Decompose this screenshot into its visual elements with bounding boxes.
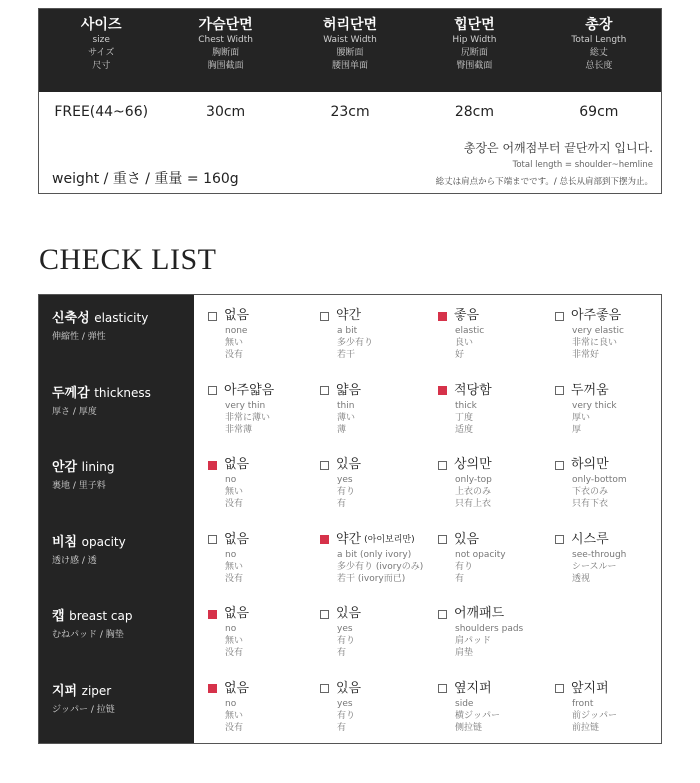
option-translation: 没有 [225, 350, 244, 360]
option-head [320, 605, 361, 623]
option-translation: none [225, 326, 248, 336]
unchecked-box-icon [320, 312, 329, 321]
option-head [320, 307, 373, 325]
label-sub: ジッパー / 拉链 [52, 704, 115, 715]
size-header-ko: 허리단면 [322, 17, 378, 33]
size-header-jp: 胸断面 [212, 48, 240, 58]
option-translation: a bit (only ivory) [337, 549, 412, 560]
label-ko-line [52, 309, 148, 328]
option-label: 얇음 [336, 382, 362, 398]
checklist-label [52, 458, 115, 493]
size-header-en: Chest Width [198, 35, 253, 45]
size-header-chest [163, 9, 287, 92]
option-translation: 只有上衣 [455, 499, 492, 509]
option-translation: 無い [225, 710, 244, 721]
option-translation: 多少有り [337, 338, 374, 348]
checklist-label-row [39, 448, 194, 523]
option-translation: 没有 [225, 722, 244, 733]
option-head [555, 456, 627, 474]
checklist-label [52, 533, 126, 568]
checklist-options [194, 295, 661, 743]
option-translation: 薄 [337, 424, 347, 435]
label-ko-line [52, 458, 115, 477]
option-label: 하의만 [571, 457, 609, 472]
option-translation: yes [337, 475, 353, 485]
checked-box-icon [438, 386, 447, 395]
size-header-cn: 尺寸 [92, 61, 111, 71]
option-label: 없음 [224, 308, 250, 323]
checklist-label [52, 607, 132, 642]
option-translation: yes [337, 624, 353, 634]
unchecked-box-icon [438, 684, 447, 693]
unchecked-box-icon [208, 312, 217, 321]
option-translation: see-through [572, 549, 627, 560]
option-translation: 良い [455, 338, 474, 348]
option-translation: front [572, 698, 594, 709]
option-label: 없음 [224, 606, 250, 621]
size-header-ko: 총장 [585, 17, 613, 33]
option-translation: 多少有り (ivoryのみ) [337, 561, 424, 572]
option-translation: 非常に薄い [225, 412, 271, 423]
label-ko: 안감 [52, 460, 78, 475]
option-translation: 没有 [225, 648, 244, 658]
checklist-option [208, 680, 249, 734]
option-translation: only-bottom [572, 475, 627, 485]
option-translation: yes [337, 698, 353, 709]
checklist-option-row [194, 299, 661, 374]
checklist-label-row [39, 374, 194, 449]
checklist-table [38, 294, 662, 744]
size-values-row [39, 92, 661, 132]
checklist-option [320, 531, 423, 585]
checklist-option [555, 307, 624, 361]
option-translation: 透视 [572, 573, 591, 584]
size-table [38, 8, 662, 194]
option-translation: 非常薄 [225, 424, 253, 435]
option-translation: no [225, 624, 237, 634]
size-header-ko: 사이즈 [80, 17, 122, 33]
option-head [320, 680, 361, 698]
option-translation: シースルー [572, 561, 617, 572]
option-translation: 没有 [225, 499, 244, 509]
option-translation: no [225, 549, 237, 560]
checklist-option-row [194, 597, 661, 672]
option-head [320, 456, 361, 474]
checklist-title: CHECK LIST [39, 243, 217, 276]
checklist-option [208, 605, 249, 659]
length-value: 69cm [579, 104, 619, 120]
checklist-option [320, 605, 361, 659]
option-label: 없음 [224, 457, 250, 472]
option-head [438, 307, 484, 325]
label-ko-line [52, 682, 115, 701]
label-ko: 비침 [52, 534, 78, 550]
unchecked-box-icon [320, 684, 329, 693]
option-translation: 前拉链 [572, 722, 600, 733]
unchecked-box-icon [555, 461, 564, 470]
option-translation: shoulders pads [455, 624, 524, 634]
option-head [208, 456, 249, 474]
option-label: 있음 [336, 680, 362, 696]
unchecked-box-icon [438, 535, 447, 544]
checklist-option [208, 531, 249, 585]
option-note: (아이보리만) [364, 534, 415, 545]
checklist-option [438, 456, 492, 510]
option-head [438, 680, 500, 698]
length-note-ko: 총장은 어깨점부터 끝단까지 입니다. [463, 141, 653, 155]
checklist-option [438, 531, 506, 585]
size-header-en: Total Length [571, 35, 627, 45]
checklist-option [438, 307, 484, 361]
weight-text: weight / 重さ / 重量 = 160g [52, 171, 239, 187]
label-ko-line [52, 384, 151, 403]
checklist-label [52, 309, 148, 344]
unchecked-box-icon [320, 386, 329, 395]
option-label: 두꺼움 [571, 382, 609, 398]
option-translation: 只有下衣 [572, 499, 609, 509]
unchecked-box-icon [555, 535, 564, 544]
option-head [438, 605, 523, 623]
option-translation: 有 [337, 648, 347, 658]
label-sub: 裏地 / 里子料 [52, 481, 106, 491]
label-en: lining [81, 460, 115, 474]
option-head [438, 531, 506, 549]
checklist-label [52, 682, 115, 717]
option-label: 없음 [224, 680, 250, 696]
option-translation: not opacity [455, 549, 506, 560]
size-header-en: Hip Width [452, 35, 497, 45]
checklist-option [438, 382, 492, 436]
checked-box-icon [208, 610, 217, 619]
option-head [208, 382, 274, 400]
option-label: 아주좋음 [571, 308, 622, 323]
unchecked-box-icon [320, 610, 329, 619]
label-en: thickness [94, 385, 151, 400]
checklist-option [438, 680, 500, 734]
checked-box-icon [438, 312, 447, 321]
size-header-waist [288, 9, 412, 92]
option-translation: thick [455, 400, 477, 411]
length-note-jp: 総丈は肩点から下端までです。/ 总长从肩部到下摆为止。 [435, 177, 653, 187]
checklist-option [555, 531, 626, 585]
unchecked-box-icon [208, 535, 217, 544]
checked-box-icon [208, 684, 217, 693]
option-label: 좋음 [454, 308, 480, 323]
checklist-option-row [194, 448, 661, 523]
option-label: 앞지퍼 [571, 680, 609, 696]
label-en: ziper [81, 683, 112, 698]
checklist-option-row [194, 672, 661, 747]
label-en: elasticity [94, 311, 149, 325]
option-translation: no [225, 475, 237, 485]
option-head [555, 680, 617, 698]
option-label: 약간 [336, 308, 362, 323]
checklist-option [320, 456, 361, 510]
size-header-ko: 가슴단면 [198, 17, 253, 33]
option-translation: thin [337, 400, 355, 411]
option-translation: 有 [337, 499, 347, 509]
option-translation: 有り [455, 561, 474, 572]
option-translation: 上衣のみ [455, 487, 492, 497]
unchecked-box-icon [208, 386, 217, 395]
checklist-option [208, 382, 274, 436]
checklist-label-row [39, 299, 194, 374]
option-translation: 没有 [225, 573, 244, 584]
size-header-jp: 腰断面 [336, 48, 364, 58]
size-table-header [39, 9, 661, 92]
unchecked-box-icon [555, 312, 564, 321]
option-translation: 适度 [455, 424, 474, 435]
unchecked-box-icon [555, 386, 564, 395]
option-translation: 肩パッド [455, 636, 492, 646]
size-value: FREE(44~66) [54, 104, 149, 120]
option-label: 시스루 [571, 531, 609, 547]
option-label: 적당함 [454, 382, 492, 398]
option-head [438, 382, 492, 400]
checked-box-icon [208, 461, 217, 470]
option-label: 옆지퍼 [454, 680, 492, 696]
option-label: 어깨패드 [454, 606, 505, 621]
checklist-option [208, 456, 249, 510]
option-translation: 無い [225, 636, 244, 646]
option-translation: very thin [225, 400, 266, 411]
checklist-label-row [39, 672, 194, 747]
option-label: 아주얇음 [224, 382, 275, 398]
size-header-cn: 腰围单面 [332, 61, 369, 71]
label-sub: 伸縮性 / 弹性 [52, 332, 106, 342]
option-head [320, 382, 361, 400]
label-en: breast cap [69, 609, 133, 623]
checklist-option [438, 605, 523, 659]
size-header-en: size [92, 35, 110, 45]
option-translation: a bit [337, 326, 358, 336]
checklist-option [208, 307, 249, 361]
unchecked-box-icon [320, 461, 329, 470]
size-header-length [537, 9, 661, 92]
option-translation: 厚 [572, 424, 582, 435]
label-ko: 지퍼 [52, 683, 78, 699]
unchecked-box-icon [438, 610, 447, 619]
option-translation: 前ジッパー [572, 710, 618, 721]
label-ko: 신축성 [52, 311, 90, 326]
checklist-label-row [39, 523, 194, 598]
label-en: opacity [81, 534, 126, 549]
label-sub: 厚さ / 厚度 [52, 406, 97, 417]
checklist-option [320, 680, 361, 734]
option-head [208, 307, 249, 325]
size-header-jp: 総丈 [589, 48, 608, 58]
option-label: 상의만 [454, 457, 492, 472]
option-translation: 無い [225, 487, 244, 497]
option-head [208, 680, 249, 698]
option-translation: 有り [337, 487, 356, 497]
option-head [320, 531, 423, 549]
size-header-en: Waist Width [323, 35, 377, 45]
option-translation: 下衣のみ [572, 487, 609, 497]
option-translation: no [225, 698, 237, 709]
option-translation: 好 [455, 350, 465, 360]
unchecked-box-icon [555, 684, 564, 693]
hip-value: 28cm [454, 104, 494, 120]
unchecked-box-icon [438, 461, 447, 470]
option-translation: 有り [337, 710, 356, 721]
option-translation: side [455, 698, 474, 709]
length-note-en: Total length = shoulder~hemline [512, 160, 653, 170]
option-head [208, 605, 249, 623]
option-translation: very thick [572, 400, 617, 411]
option-label: 약간 [336, 531, 362, 547]
chest-value: 30cm [206, 104, 246, 120]
option-translation: 有 [455, 573, 465, 584]
label-ko: 캡 [52, 609, 65, 624]
option-head [555, 531, 626, 549]
option-head [208, 531, 249, 549]
option-translation: 有 [337, 722, 347, 733]
option-head [555, 307, 624, 325]
size-header-jp: 尻断面 [460, 48, 488, 58]
checklist-label-row [39, 597, 194, 672]
checklist-option-row [194, 374, 661, 449]
checklist-option [555, 456, 627, 510]
checked-box-icon [320, 535, 329, 544]
option-translation: 有り [337, 636, 356, 646]
option-translation: 肩垫 [455, 648, 474, 658]
option-label: 없음 [224, 531, 250, 547]
label-sub: むねパッド / 胸垫 [52, 630, 124, 640]
checklist-option [320, 307, 373, 361]
option-translation: very elastic [572, 326, 624, 336]
checklist-label [52, 384, 151, 419]
option-translation: 非常好 [572, 350, 600, 360]
checklist-labels [39, 295, 194, 743]
option-translation: only-top [455, 475, 492, 485]
label-ko-line [52, 533, 126, 552]
option-translation: 厚い [572, 412, 591, 423]
size-header-cn: 臀围截面 [456, 61, 493, 71]
size-header-hip [412, 9, 536, 92]
label-ko-line [52, 607, 132, 626]
checklist-option-row [194, 523, 661, 598]
label-ko: 두께감 [52, 385, 90, 401]
option-translation: 横ジッパー [455, 710, 501, 721]
option-translation: 無い [225, 338, 244, 348]
waist-value: 23cm [330, 104, 370, 120]
option-translation: 若干 [337, 350, 356, 360]
option-label: 있음 [336, 457, 362, 472]
option-label: 있음 [454, 531, 480, 547]
checklist-option [555, 680, 617, 734]
checklist-option [555, 382, 617, 436]
option-head [555, 382, 617, 400]
checklist-option [320, 382, 361, 436]
option-translation: 侧拉链 [455, 722, 483, 733]
size-header-size [39, 9, 163, 92]
option-translation: 非常に良い [572, 338, 618, 348]
option-translation: 丁度 [455, 412, 474, 423]
option-translation: 薄い [337, 412, 356, 423]
option-translation: 無い [225, 561, 244, 572]
size-header-jp: サイズ [88, 48, 115, 58]
size-header-cn: 胸围截面 [207, 61, 244, 71]
option-translation: elastic [455, 326, 485, 336]
option-head [438, 456, 492, 474]
option-label: 있음 [336, 606, 362, 621]
label-sub: 透け感 / 透 [52, 555, 97, 566]
size-header-ko: 힙단면 [454, 17, 495, 33]
size-header-cn: 总长度 [585, 61, 613, 71]
option-translation: 若干 (ivory而已) [337, 573, 406, 584]
